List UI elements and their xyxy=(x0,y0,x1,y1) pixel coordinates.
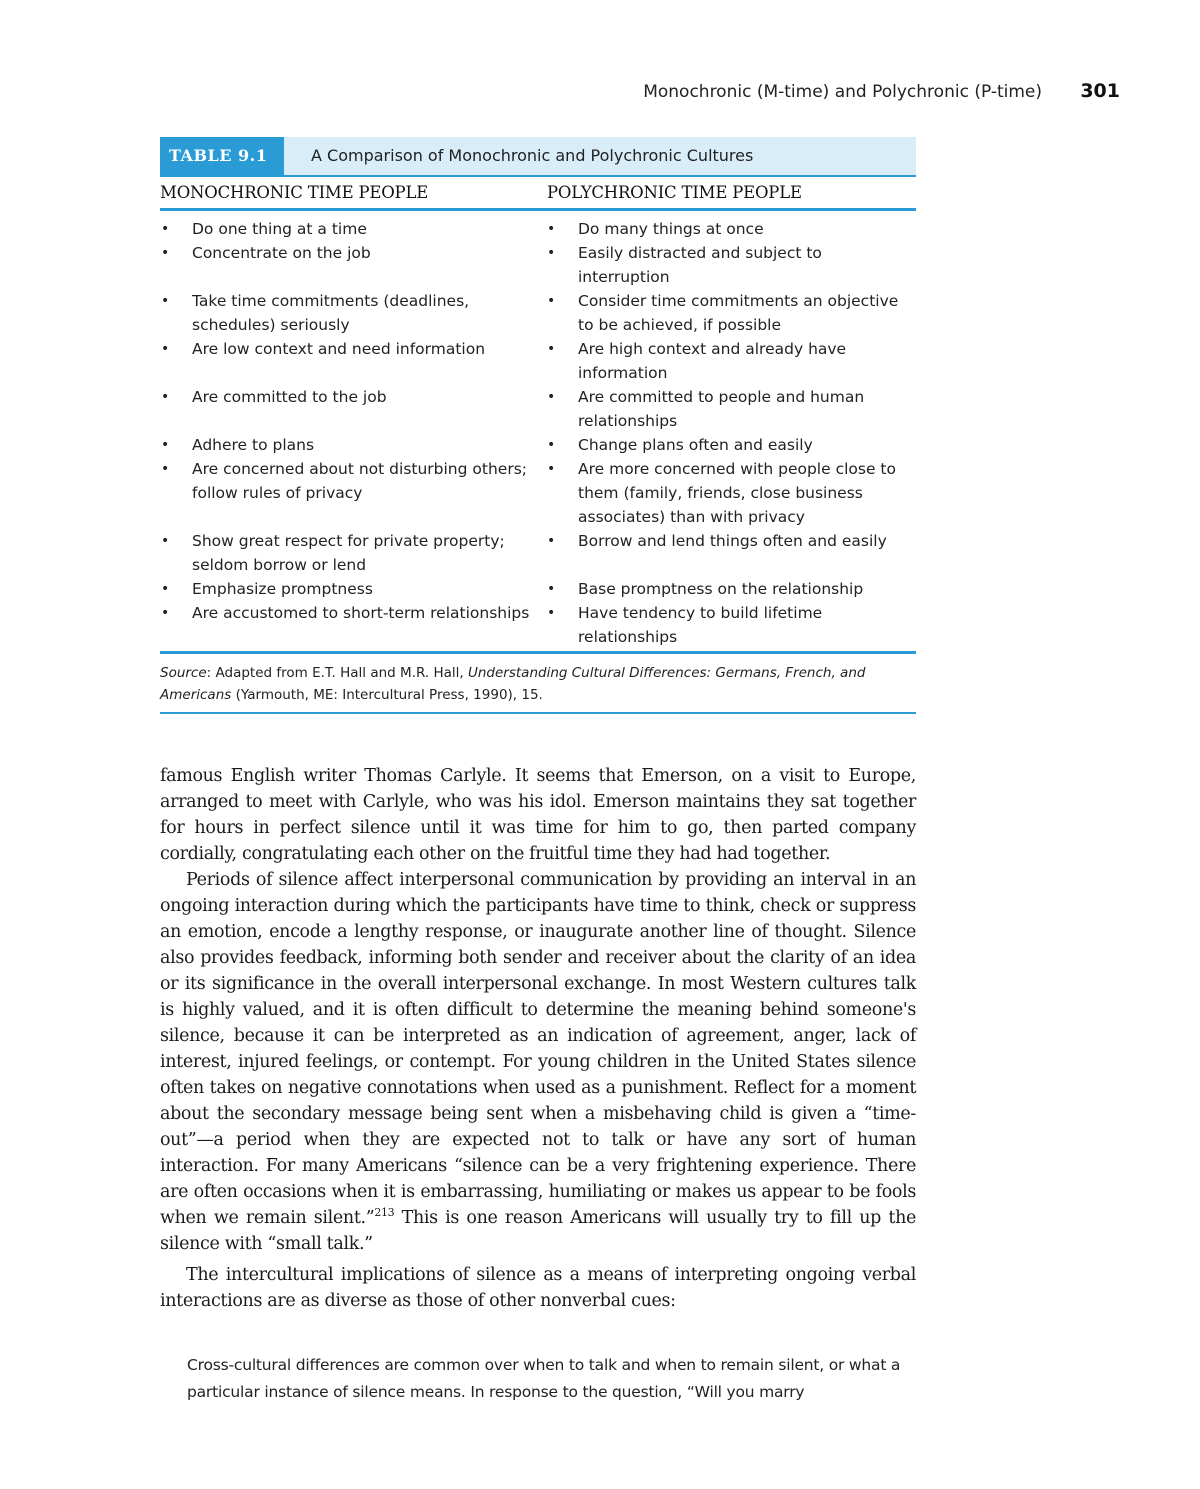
table-row xyxy=(160,241,916,289)
table-label: TABLE 9.1 xyxy=(160,137,284,175)
bullet-icon: • xyxy=(161,581,170,597)
table-cell-monochronic: • Show great respect for private property; seldom borrow or lend xyxy=(160,529,547,577)
column-header-monochronic: MONOCHRONIC TIME PEOPLE xyxy=(160,183,429,202)
bullet-icon: • xyxy=(161,389,170,405)
paragraph: Periods of silence affect interpersonal communication by providing an interval in an ongoing interaction during which the participants have time to think, check or suppress an emotion, encode a lengthy response, or inaugurate another line of thought. Silence also provides feedback, informing both sender and receiver about the clarity of an idea or its significance in the overall interpersonal exchange. In most Western cultures talk is highly valued, and it is often difficult to determine the meaning behind someone's silence, because it can be interpreted as an indication of agreement, anger, lack of interest, injured feelings, or contempt. For young children in the United States silence often takes on negative connotations when used as a punishment. Reflect for a moment about the secondary message being sent when a misbehaving child is given a “time-out”—a period when they are expected not to talk or have any sort of human interaction. For many Americans “silence can be a very frightening experience. There are often occasions when it is embarrassing, humiliating or makes us appear to be fools when we remain silent.”$^{213}$ This is one reason Americans will usually try to fill up the silence with “small talk.” xyxy=(160,870,916,1254)
table-row xyxy=(160,433,916,457)
paragraph: The intercultural implications of silence as a means of interpreting ongoing verbal interactions are as diverse as those of other nonverbal cues: xyxy=(160,1265,916,1311)
footnote-reference: 213 xyxy=(374,1206,395,1220)
table-cell-polychronic: • Are high context and already have information xyxy=(547,337,916,385)
bullet-icon: • xyxy=(161,605,170,621)
bullet-icon: • xyxy=(161,245,170,261)
table-row xyxy=(160,289,916,337)
bullet-icon: • xyxy=(547,437,556,453)
table-header-bar xyxy=(160,137,916,175)
bullet-icon: • xyxy=(161,341,170,357)
table-row xyxy=(160,577,916,601)
table-cell-monochronic: • Take time commitments (deadlines, schedules) seriously xyxy=(160,289,547,337)
table-cell-monochronic: • Concentrate on the job xyxy=(160,241,547,289)
table-caption: A Comparison of Monochronic and Polychronic Cultures xyxy=(311,146,754,165)
table-cell-polychronic: • Are more concerned with people close to them (family, friends, close business associates) than with privacy xyxy=(547,457,916,529)
table-body xyxy=(160,211,916,651)
block-quote: Cross-cultural differences are common over when to talk and when to remain silent, or what a particular instance of silence means. In response to the question, “Will you marry xyxy=(187,1356,901,1401)
table-rule-end xyxy=(160,712,916,714)
table-cell-polychronic: • Borrow and lend things often and easily xyxy=(547,529,916,577)
bullet-icon: • xyxy=(547,293,556,309)
table-cell-polychronic: • Are committed to people and human relationships xyxy=(547,385,916,433)
table-cell-monochronic: • Emphasize promptness xyxy=(160,577,547,601)
table-cell-monochronic: • Are concerned about not disturbing others; follow rules of privacy xyxy=(160,457,547,529)
bullet-icon: • xyxy=(547,221,556,237)
table-row xyxy=(160,337,916,385)
bullet-icon: • xyxy=(547,533,556,549)
source-label: Source xyxy=(160,665,207,681)
table-row xyxy=(160,385,916,433)
table-row xyxy=(160,529,916,577)
table-cell-monochronic: • Are accustomed to short-term relationships xyxy=(160,601,547,649)
table-row xyxy=(160,217,916,241)
column-header-polychronic: POLYCHRONIC TIME PEOPLE xyxy=(547,183,802,202)
table-row xyxy=(160,601,916,649)
table-cell-monochronic: • Adhere to plans xyxy=(160,433,547,457)
paragraph: famous English writer Thomas Carlyle. It seems that Emerson, on a visit to Europe, arranged to meet with Carlyle, who was his idol. Emerson maintains they sat together for hours in perfect silence until it was time for him to go, then parted company cordially, congratulating each other on the fruitful time they had had together. xyxy=(160,766,916,864)
bullet-icon: • xyxy=(547,389,556,405)
table-row xyxy=(160,457,916,529)
table-source-note: Source: Adapted from E.T. Hall and M.R. Hall, Understanding Cultural Differences: Germans, French, and Americans (Yarmouth, ME: Intercultural Press, 1990), 15. xyxy=(160,665,866,703)
comparison-table xyxy=(160,137,916,714)
table-cell-polychronic: • Do many things at once xyxy=(547,217,916,241)
table-cell-monochronic: • Do one thing at a time xyxy=(160,217,547,241)
table-cell-polychronic: • Easily distracted and subject to interruption xyxy=(547,241,916,289)
table-cell-polychronic: • Consider time commitments an objective to be achieved, if possible xyxy=(547,289,916,337)
bullet-icon: • xyxy=(547,461,556,477)
bullet-icon: • xyxy=(547,245,556,261)
bullet-icon: • xyxy=(161,437,170,453)
table-cell-monochronic: • Are committed to the job xyxy=(160,385,547,433)
page-number: 301 xyxy=(1080,80,1120,102)
bullet-icon: • xyxy=(161,533,170,549)
table-cell-polychronic: • Have tendency to build lifetime relationships xyxy=(547,601,916,649)
bullet-icon: • xyxy=(547,341,556,357)
running-head xyxy=(600,82,1120,106)
table-cell-polychronic: • Change plans often and easily xyxy=(547,433,916,457)
bullet-icon: • xyxy=(547,581,556,597)
bullet-icon: • xyxy=(161,293,170,309)
body-text xyxy=(160,763,916,1314)
source-book-title: Understanding Cultural Differences: Germans, French, and Americans xyxy=(160,665,866,703)
bullet-icon: • xyxy=(547,605,556,621)
table-cell-monochronic: • Are low context and need information xyxy=(160,337,547,385)
table-column-headers xyxy=(160,177,916,208)
bullet-icon: • xyxy=(161,461,170,477)
table-cell-polychronic: • Base promptness on the relationship xyxy=(547,577,916,601)
running-head-title: Monochronic (M-time) and Polychronic (P-time) xyxy=(643,82,1042,102)
bullet-icon: • xyxy=(161,221,170,237)
